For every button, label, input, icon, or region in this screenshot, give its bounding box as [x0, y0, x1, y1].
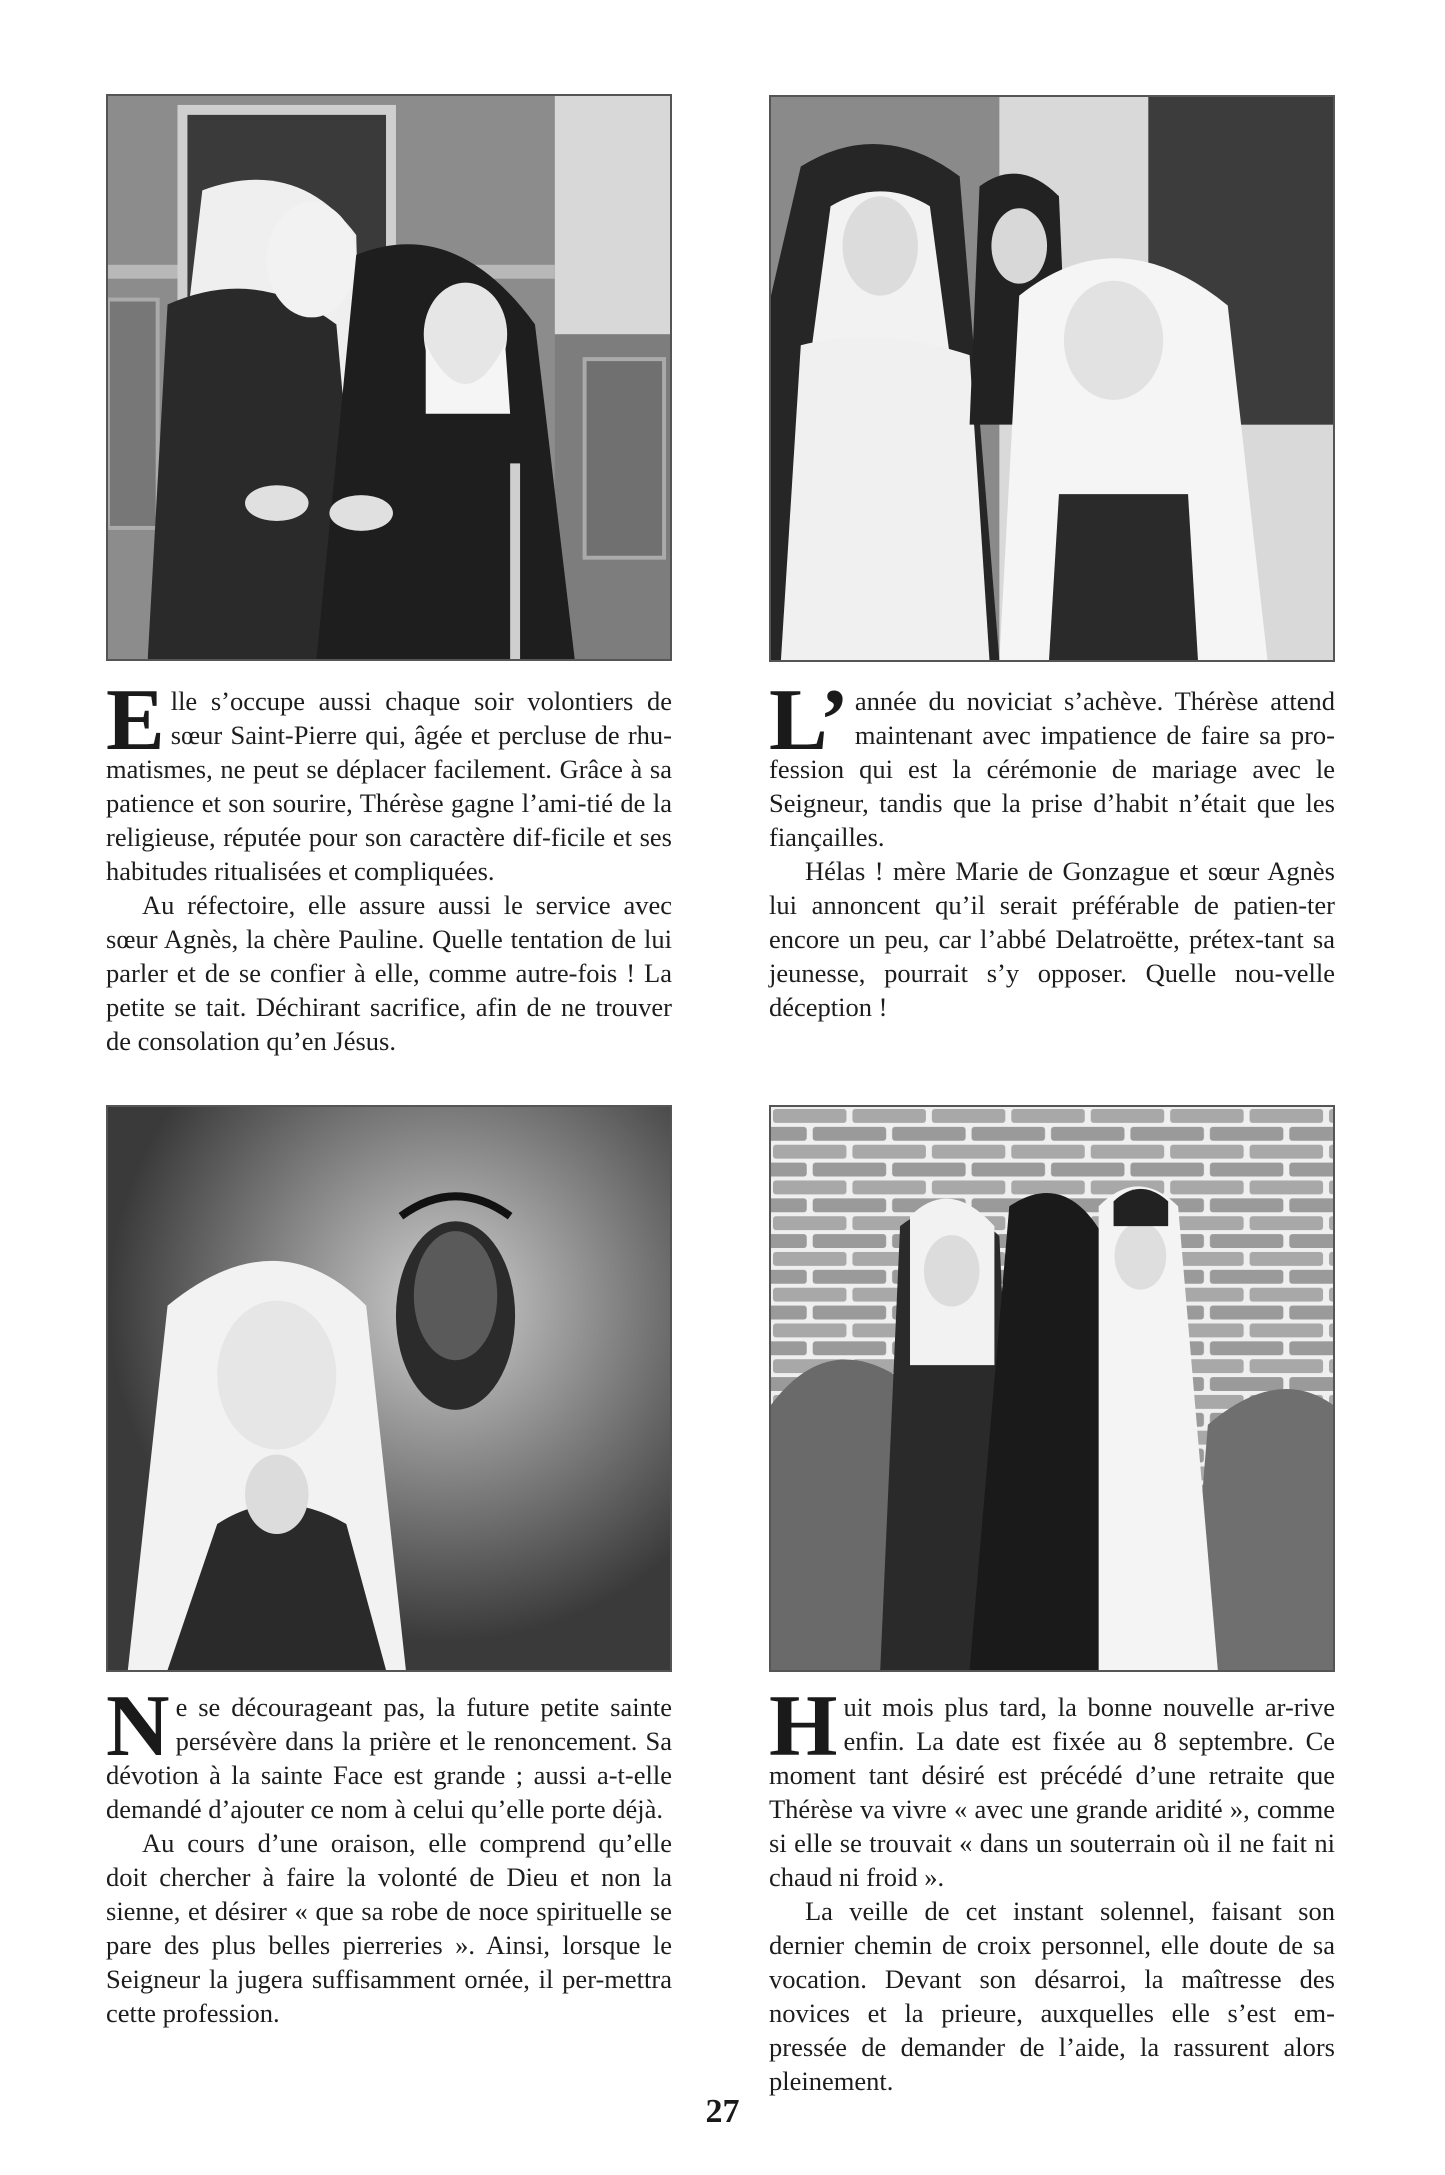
paragraph: Au réfectoire, elle assure aussi le service avec sœur Agnès, la chère Pauline. Quelle tentation de lui parler et de se confier à elle, comme autre-fois ! La petite se tait. Déchirant sacrifice, afin de ne trouver de consolation qu’en Jésus.	[106, 890, 672, 1056]
paragraph: Hélas ! mère Marie de Gonzague et sœur Agnès lui annoncent qu’il serait préférable de patien-ter encore un peu, car l’abbé Delatroëtte, prétex-tant sa jeunesse, pourrait s’y opposer. Quelle nou-velle déception !	[769, 856, 1335, 1022]
illustration-image	[108, 96, 670, 659]
panel-bottom-left	[106, 1105, 672, 1672]
panel-top-right	[769, 95, 1335, 662]
dropcap: E	[106, 672, 165, 769]
paragraph: e se décourageant pas, la future petite sainte persévère dans la prière et le renoncement. Sa dévotion à la sainte Face est grande ; aussi a-t-elle demandé d’ajouter ce nom à celui qu’elle porte déjà.	[106, 1692, 672, 1824]
illustration-image	[108, 1107, 670, 1670]
dropcap: L’	[769, 672, 849, 769]
paragraph: année du noviciat s’achève. Thérèse attend maintenant avec impatience de faire sa pro-fession qui est la cérémonie de mariage avec le Seigneur, tandis que la prise d’habit n’était que les fiançailles.	[769, 686, 1335, 852]
dropcap: H	[769, 1678, 838, 1775]
illustration-nuns-with-crutch	[106, 94, 672, 661]
paragraph: uit mois plus tard, la bonne nouvelle ar-rive enfin. La date est fixée au 8 septembre. Ce moment tant désiré est précédé d’une retraite que Thérèse va vivre « avec une grande aridité », comme si elle se trouvait « dans un souterrain où il ne fait ni chaud ni froid ».	[769, 1692, 1335, 1892]
illustration-image	[771, 1107, 1333, 1670]
text-block-bottom-left	[106, 1678, 672, 2030]
text-block-top-right	[769, 672, 1335, 1024]
illustration-three-nuns	[769, 95, 1335, 662]
text-block-bottom-right	[769, 1678, 1335, 2098]
illustration-nun-praying-holy-face	[106, 1105, 672, 1672]
panel-bottom-right	[769, 1105, 1335, 1672]
illustration-image	[771, 97, 1333, 660]
illustration-nuns-brick-wall	[769, 1105, 1335, 1672]
paragraph: Au cours d’une oraison, elle comprend qu’elle doit chercher à faire la volonté de Dieu et non la sienne, et désirer « que sa robe de noce spirituelle se pare des plus belles pierreries ». Ainsi, lorsque le Seigneur la jugera suffisamment ornée, il per-mettra cette profession.	[106, 1828, 672, 2028]
text-block-top-left	[106, 672, 672, 1058]
panel-top-left	[106, 94, 672, 661]
paragraph: lle s’occupe aussi chaque soir volontiers de sœur Saint-Pierre qui, âgée et percluse de rhu-matismes, ne peut se déplacer facilement. Grâce à sa patience et son sourire, Thérèse gagne l’ami-tié de la religieuse, réputée pour son caractère dif-ficile et ses habitudes ritualisées et compliquées.	[106, 686, 672, 886]
paragraph: La veille de cet instant solennel, faisant son dernier chemin de croix personnel, elle doute de sa vocation. Devant son désarroi, la maîtresse des novices et la prieure, auxquelles elle s’est em-pressée de demander de l’aide, la rassurent alors pleinement.	[769, 1896, 1335, 2096]
page-number: 27	[705, 2093, 740, 2130]
dropcap: N	[106, 1678, 170, 1775]
